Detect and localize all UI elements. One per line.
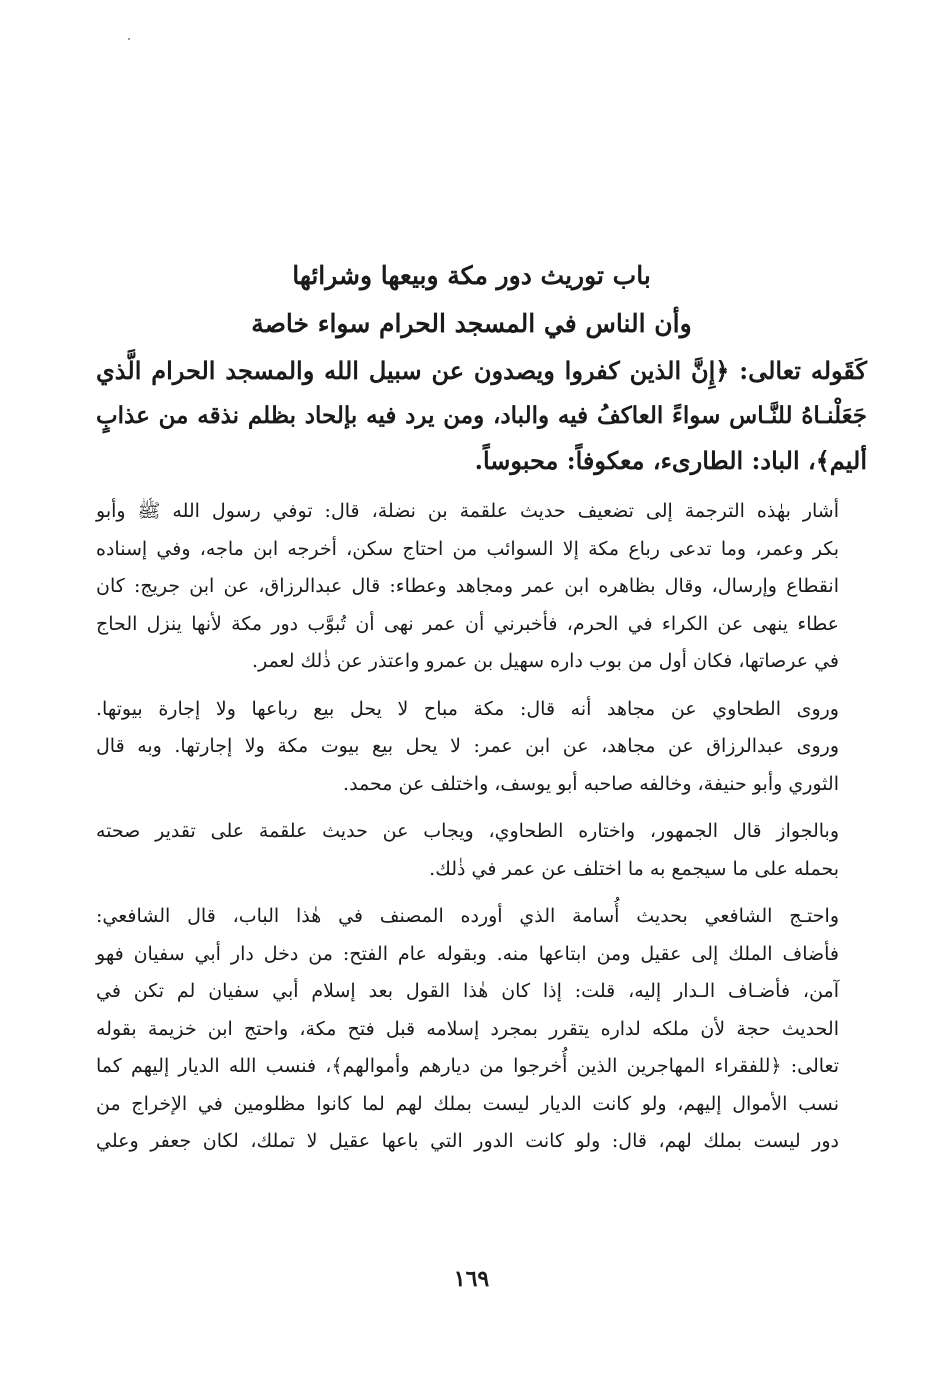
text-line: دور ليست بملك لهم، قال: ولو كانت الدور التي باعها عقيل لا تملك، لكان جعفر وعلي: [96, 1130, 839, 1152]
verse-line: كَقَوله تعالى: ﴿إِنَّ الذين كفروا ويصدون عن سبيل الله والمسجد الحرام الَّذي: [96, 356, 867, 385]
chapter-title-line-2: وأن الناس في المسجد الحرام سواء خاصة: [251, 309, 692, 338]
text-line: واحتـج الشافعي بحديث أُسامة الذي أورده المصنف في هٰذا الباب، قال الشافعي:: [96, 905, 839, 927]
verse-line: جَعَلْنـاهُ للنَّـاس سواءً العاكفُ فيه والباد، ومن يرد فيه بإلحاد بظلم نذقه من عذابٍ: [96, 402, 867, 429]
text-line: بكر وعمر، وما تدعى رباع مكة إلا السوائب من احتاج سكن، أخرجه ابن ماجه، وفي إسناده: [96, 537, 839, 560]
quran-verse-block: [96, 348, 867, 483]
text-line: وروى الطحاوي عن مجاهد أنه قال: مكة مباح لا يحل بيع رباعها ولا إجارة بيوتها.: [96, 697, 839, 720]
commentary-paragraph: [96, 691, 867, 804]
text-line: آمن، فأضـاف الـدار إليه، قلت: إذا كان هٰذا القول بعد إسلام أبي سفيان لم تكن في: [96, 980, 839, 1002]
text-line: وبالجواز قال الجمهور، واختاره الطحاوي، ويجاب عن حديث علقمة على تقدير صحته: [96, 820, 839, 842]
chapter-heading: [100, 252, 843, 348]
scan-speck: [128, 38, 130, 40]
page-number: ١٦٩: [453, 1266, 490, 1292]
chapter-title-line-1: باب توريث دور مكة وبيعها وشرائها: [292, 261, 651, 290]
text-line: وروى عبدالرزاق عن مجاهد، عن ابن عمر: لا يحل بيع بيوت مكة ولا إجارتها. وبه قال: [96, 735, 839, 757]
verse-line: أليم﴾، الباد: الطارىء، معكوفاً: محبوساً.: [474, 446, 867, 475]
text-line: نسب الأموال إليهم، ولو كانت الديار ليست بملك لهم لما كانوا مظلومين في الإخراج من: [96, 1092, 839, 1115]
text-line: تعالى: ﴿للفقراء المهاجرين الذين أُخرجوا من ديارهم وأموالهم﴾، فنسب الله الديار إليهم كما: [96, 1055, 839, 1077]
commentary-paragraph: [96, 493, 867, 681]
text-line: فأضاف الملك إلى عقيل ومن ابتاعها منه. وبقوله عام الفتح: من دخل دار أبي سفيان فهو: [96, 942, 839, 965]
page-body: [96, 348, 867, 1169]
text-line: بحمله على ما سيجمع به ما اختلف عن عمر في ذٰلك.: [429, 857, 839, 880]
text-line: الحديث حجة لأن ملكه لداره يتقرر بمجرد إسلامه قبل فتح مكة، واحتج ابن خزيمة بقوله: [96, 1017, 839, 1040]
commentary-paragraph: [96, 813, 867, 888]
commentary-paragraph: [96, 898, 867, 1161]
text-line: عطاء ينهى عن الكراء في الحرم، فأخبرني أن عمر نهى أن تُبوَّب دور مكة لأنها ينزل الحاج: [96, 612, 839, 635]
text-line: في عرصاتها، فكان أول من بوب داره سهيل بن عمرو واعتذر عن ذٰلك لعمر.: [252, 650, 839, 672]
text-line: انقطاع وإرسال، وقال بظاهره ابن عمر ومجاهد وعطاء: قال عبدالرزاق، عن ابن جريج: كان: [96, 575, 839, 597]
text-line: الثوري وأبو حنيفة، وخالفه صاحبه أبو يوسف، واختلف عن محمد.: [343, 772, 839, 795]
text-line: أشار بهٰذه الترجمة إلى تضعيف حديث علقمة بن نضلة، قال: توفي رسول الله ﷺ وأبو: [96, 500, 839, 522]
